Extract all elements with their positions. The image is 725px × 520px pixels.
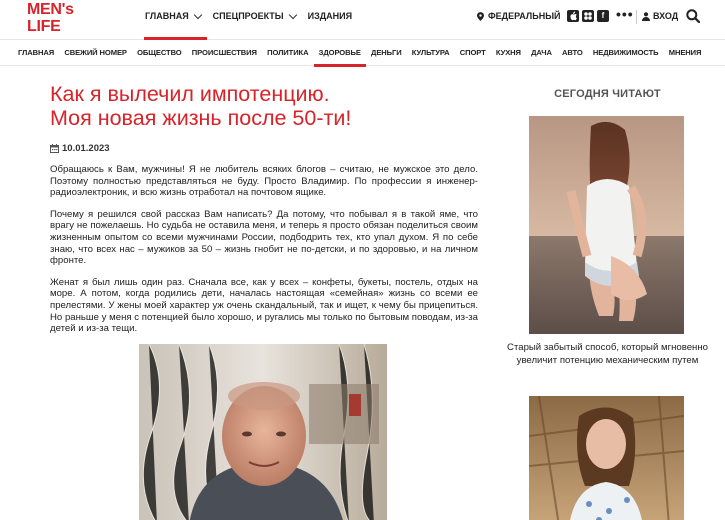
- logo-line-2: LIFE: [27, 18, 61, 35]
- region-label: ФЕДЕРАЛЬНЫЙ: [488, 11, 561, 21]
- topnav-specprojects-label: СПЕЦПРОЕКТЫ: [212, 11, 284, 21]
- category-item[interactable]: СПОРТ: [459, 48, 486, 57]
- topnav-main-label: ГЛАВНАЯ: [145, 11, 189, 21]
- category-item[interactable]: АВТО: [562, 48, 583, 57]
- topnav-main[interactable]: [145, 11, 201, 21]
- article-date: [50, 143, 478, 154]
- category-item[interactable]: ОБЩЕСТВО: [137, 48, 182, 57]
- category-item[interactable]: КУХНЯ: [495, 48, 521, 57]
- article-title-line-2: Моя новая жизнь после 50-ти!: [50, 106, 352, 130]
- logo-line-1: MEN's: [27, 1, 74, 18]
- apple-app-icon[interactable]: [567, 10, 579, 22]
- sidebar-promo-image-2[interactable]: [529, 396, 684, 520]
- article-paragraph: Обращаюсь к Вам, мужчины! Я не любитель всяких блогов – считаю, не мужское это дело. Поэтому полностью представляться не буду. Просто Владимир. По профессии я инженер-радиоэлектроник, и всю жизнь отработал на почтовом ящике.: [50, 164, 478, 199]
- login-label: ВХОД: [653, 11, 679, 21]
- category-item[interactable]: ЗДОРОВЬЕ: [318, 48, 361, 57]
- topnav-editions-label: ИЗДАНИЯ: [307, 11, 353, 21]
- category-list: [18, 48, 712, 57]
- category-item[interactable]: ПРОИСШЕСТВИЯ: [191, 48, 257, 57]
- login-button[interactable]: [642, 11, 678, 21]
- sidebar-title: СЕГОДНЯ ЧИТАЮТ: [554, 88, 661, 100]
- category-item[interactable]: КУЛЬТУРА: [411, 48, 450, 57]
- topnav-editions[interactable]: [308, 11, 352, 21]
- article-photo: [139, 344, 387, 520]
- app-gallery-icon[interactable]: [582, 10, 594, 22]
- category-item[interactable]: СВЕЖИЙ НОМЕР: [64, 48, 127, 57]
- category-item[interactable]: МНЕНИЯ: [668, 48, 702, 57]
- chevron-down-icon: [193, 10, 201, 18]
- calendar-icon: [50, 144, 59, 153]
- article-paragraph: Почему я решился свой рассказ Вам написать? Да потому, что побывал я в такой яме, что врагу не пожелаешь. Но судьба не оставила меня, и теперь я просто обязан поделиться своим жизненным опытом со всеми мужчинами России, подбодрить тех, кто упал духом. Я по себе знаю, что всех нас – мужиков за 50 – жизнь гнобит не по-детски, и по здоровью, и на личном фронте.: [50, 208, 478, 267]
- site-logo[interactable]: [27, 2, 77, 36]
- category-nav: [0, 40, 725, 66]
- sidebar-promo-image[interactable]: [529, 116, 684, 334]
- category-item[interactable]: ДЕНЬГИ: [371, 48, 402, 57]
- region-selector[interactable]: [477, 11, 560, 21]
- facebook-icon[interactable]: f: [597, 10, 609, 22]
- sidebar-promo-caption[interactable]: Старый забытый способ, который мгновенно увеличит потенцию механическим путем: [507, 342, 708, 366]
- article-paragraph: Женат я был лишь один раз. Сначала все, как у всех – конфеты, букеты, постель, отдых на море. А потом, когда родились дети, началась настоящая «семейная» жизнь со всеми ее прелестями. У жены моей характер уж очень скандальный, так и ищет, к чему бы прицепиться. Но раньше у меня с потенцией было хорошо, и ругались мы только по бытовым поводам, из-за детей и из-за тещи.: [50, 276, 478, 335]
- category-item[interactable]: НЕДВИЖИМОСТЬ: [592, 48, 659, 57]
- category-item[interactable]: ПОЛИТИКА: [267, 48, 309, 57]
- article-title: [50, 82, 478, 130]
- more-menu-button[interactable]: •••: [616, 6, 634, 22]
- top-nav: [145, 11, 364, 21]
- header-divider: [636, 10, 637, 24]
- article-date-text: 10.01.2023: [62, 143, 110, 154]
- article-title-line-1: Как я вылечил импотенцию.: [50, 82, 330, 106]
- user-icon: [642, 12, 650, 21]
- location-pin-icon: [477, 12, 484, 21]
- topnav-specprojects[interactable]: [213, 11, 296, 21]
- article: [50, 82, 478, 335]
- sidebar: [505, 82, 710, 366]
- app-links: [567, 10, 609, 22]
- chevron-down-icon: [288, 10, 296, 18]
- category-item[interactable]: ГЛАВНАЯ: [18, 48, 55, 57]
- search-icon[interactable]: [686, 9, 700, 23]
- category-item[interactable]: ДАЧА: [531, 48, 552, 57]
- top-header: [0, 0, 725, 40]
